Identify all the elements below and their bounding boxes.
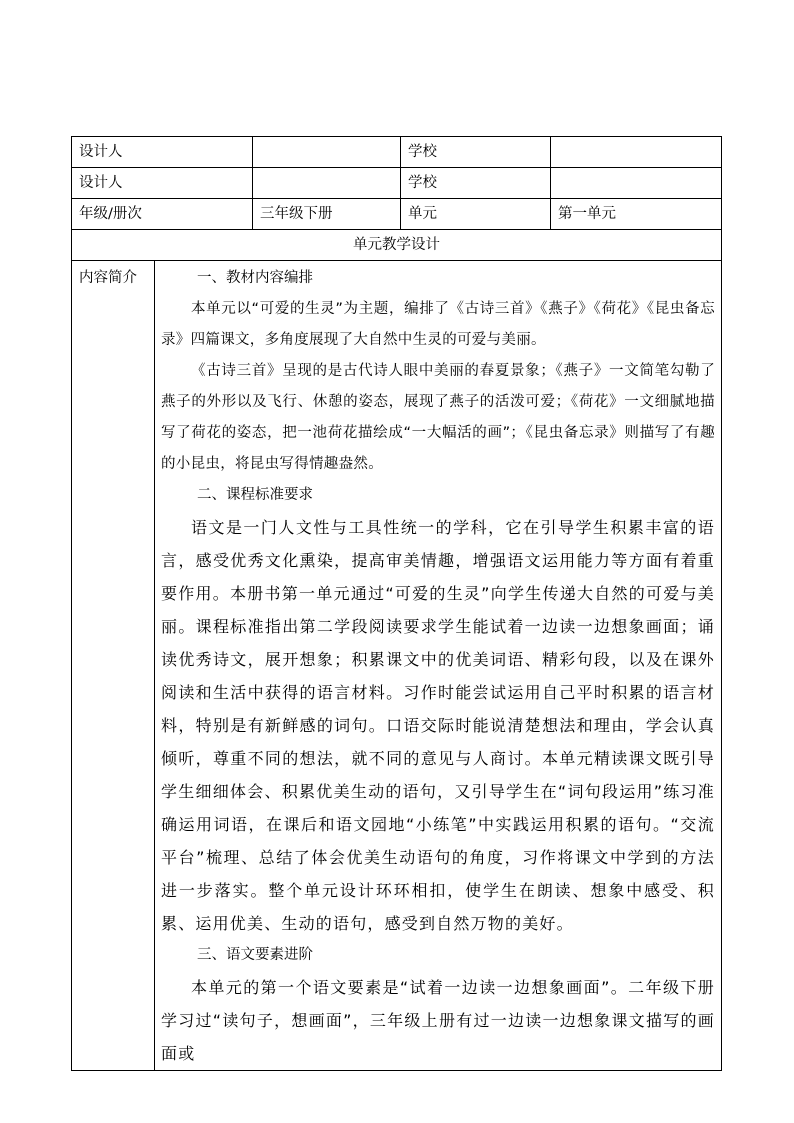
section-title: 单元教学设计: [72, 230, 722, 261]
content-body: [155, 261, 722, 1071]
paragraph-3: 语文是一门人文性与工具性统一的学科，它在引导学生积累丰富的语言，感受优秀文化熏染，提高审美情趣，增强语文运用能力等方面有着重要作用。本册书第一单元通过“可爱的生灵”向学生传递大自然的可爱与美丽。课程标准指出第二学段阅读要求学生能试着一边读一边想象画面；诵读优秀诗文，展开想象；积累课文中的优美词语、精彩句段，以及在课外阅读和生活中获得的语言材料。习作时能尝试运用自己平时积累的语言材料，特别是有新鲜感的词句。口语交际时能说清楚想法和理由，学会认真倾听，尊重不同的想法，就不同的意见与人商讨。本单元精读课文既引导学生细细体会、积累优美生动的语句，又引导学生在“词句段运用”练习准确运用词语，在课后和语文园地“小练笔”中实践运用积累的语句。“交流平台”梳理、总结了体会优美生动语句的角度，习作将课文中学到的方法进一步落实。整个单元设计环环相扣，使学生在朗读、想象中感受、积累、运用优美、生动的语句，感受到自然万物的美好。: [161, 518, 715, 933]
paragraph-2: 《古诗三首》呈现的是古代诗人眼中美丽的春夏景象；《燕子》一文简笔勾勒了燕子的外形以及飞行、休憩的姿态，展现了燕子的活泼可爱；《荷花》一文细腻地描写了荷花的姿态，把一池荷花描绘成“一大幅活的画”；《昆虫备忘录》则描写了有趣的小昆虫，将昆虫写得情趣盎然。: [161, 363, 715, 472]
designer-value: [253, 168, 401, 199]
school-label: 学校: [401, 168, 551, 199]
table-row: [72, 199, 722, 230]
table-row: [72, 168, 722, 199]
school-value: [551, 168, 722, 199]
designer-label: 设计人: [72, 168, 253, 199]
heading-1: 一、教材内容编排: [197, 270, 313, 286]
table-row: [72, 261, 722, 1071]
paragraph-1: 本单元以“可爱的生灵”为主题，编排了《古诗三首》《燕子》《荷花》《昆虫备忘录》四篇课文，多角度展现了大自然中生灵的可爱与美丽。: [161, 301, 715, 348]
unit-design-table: [71, 136, 722, 1071]
table-row: [72, 137, 722, 168]
heading-3: 三、语文要素进阶: [197, 947, 313, 963]
paragraph-4: 本单元的第一个语文要素是“试着一边读一边想象画面”。二年级下册学习过“读句子，想画面”，三年级上册有过一边读一边想象课文描写的画面或: [161, 978, 715, 1063]
heading-2: 二、课程标准要求: [197, 487, 313, 503]
grade-label: 年级/册次: [72, 199, 253, 230]
school-value: [551, 137, 722, 168]
content-label: 内容简介: [72, 261, 155, 1071]
grade-value: 三年级下册: [253, 199, 401, 230]
table-row: [72, 230, 722, 261]
designer-value: [253, 137, 401, 168]
unit-label: 单元: [401, 199, 551, 230]
school-label: 学校: [401, 137, 551, 168]
designer-label: 设计人: [72, 137, 253, 168]
unit-value: 第一单元: [551, 199, 722, 230]
